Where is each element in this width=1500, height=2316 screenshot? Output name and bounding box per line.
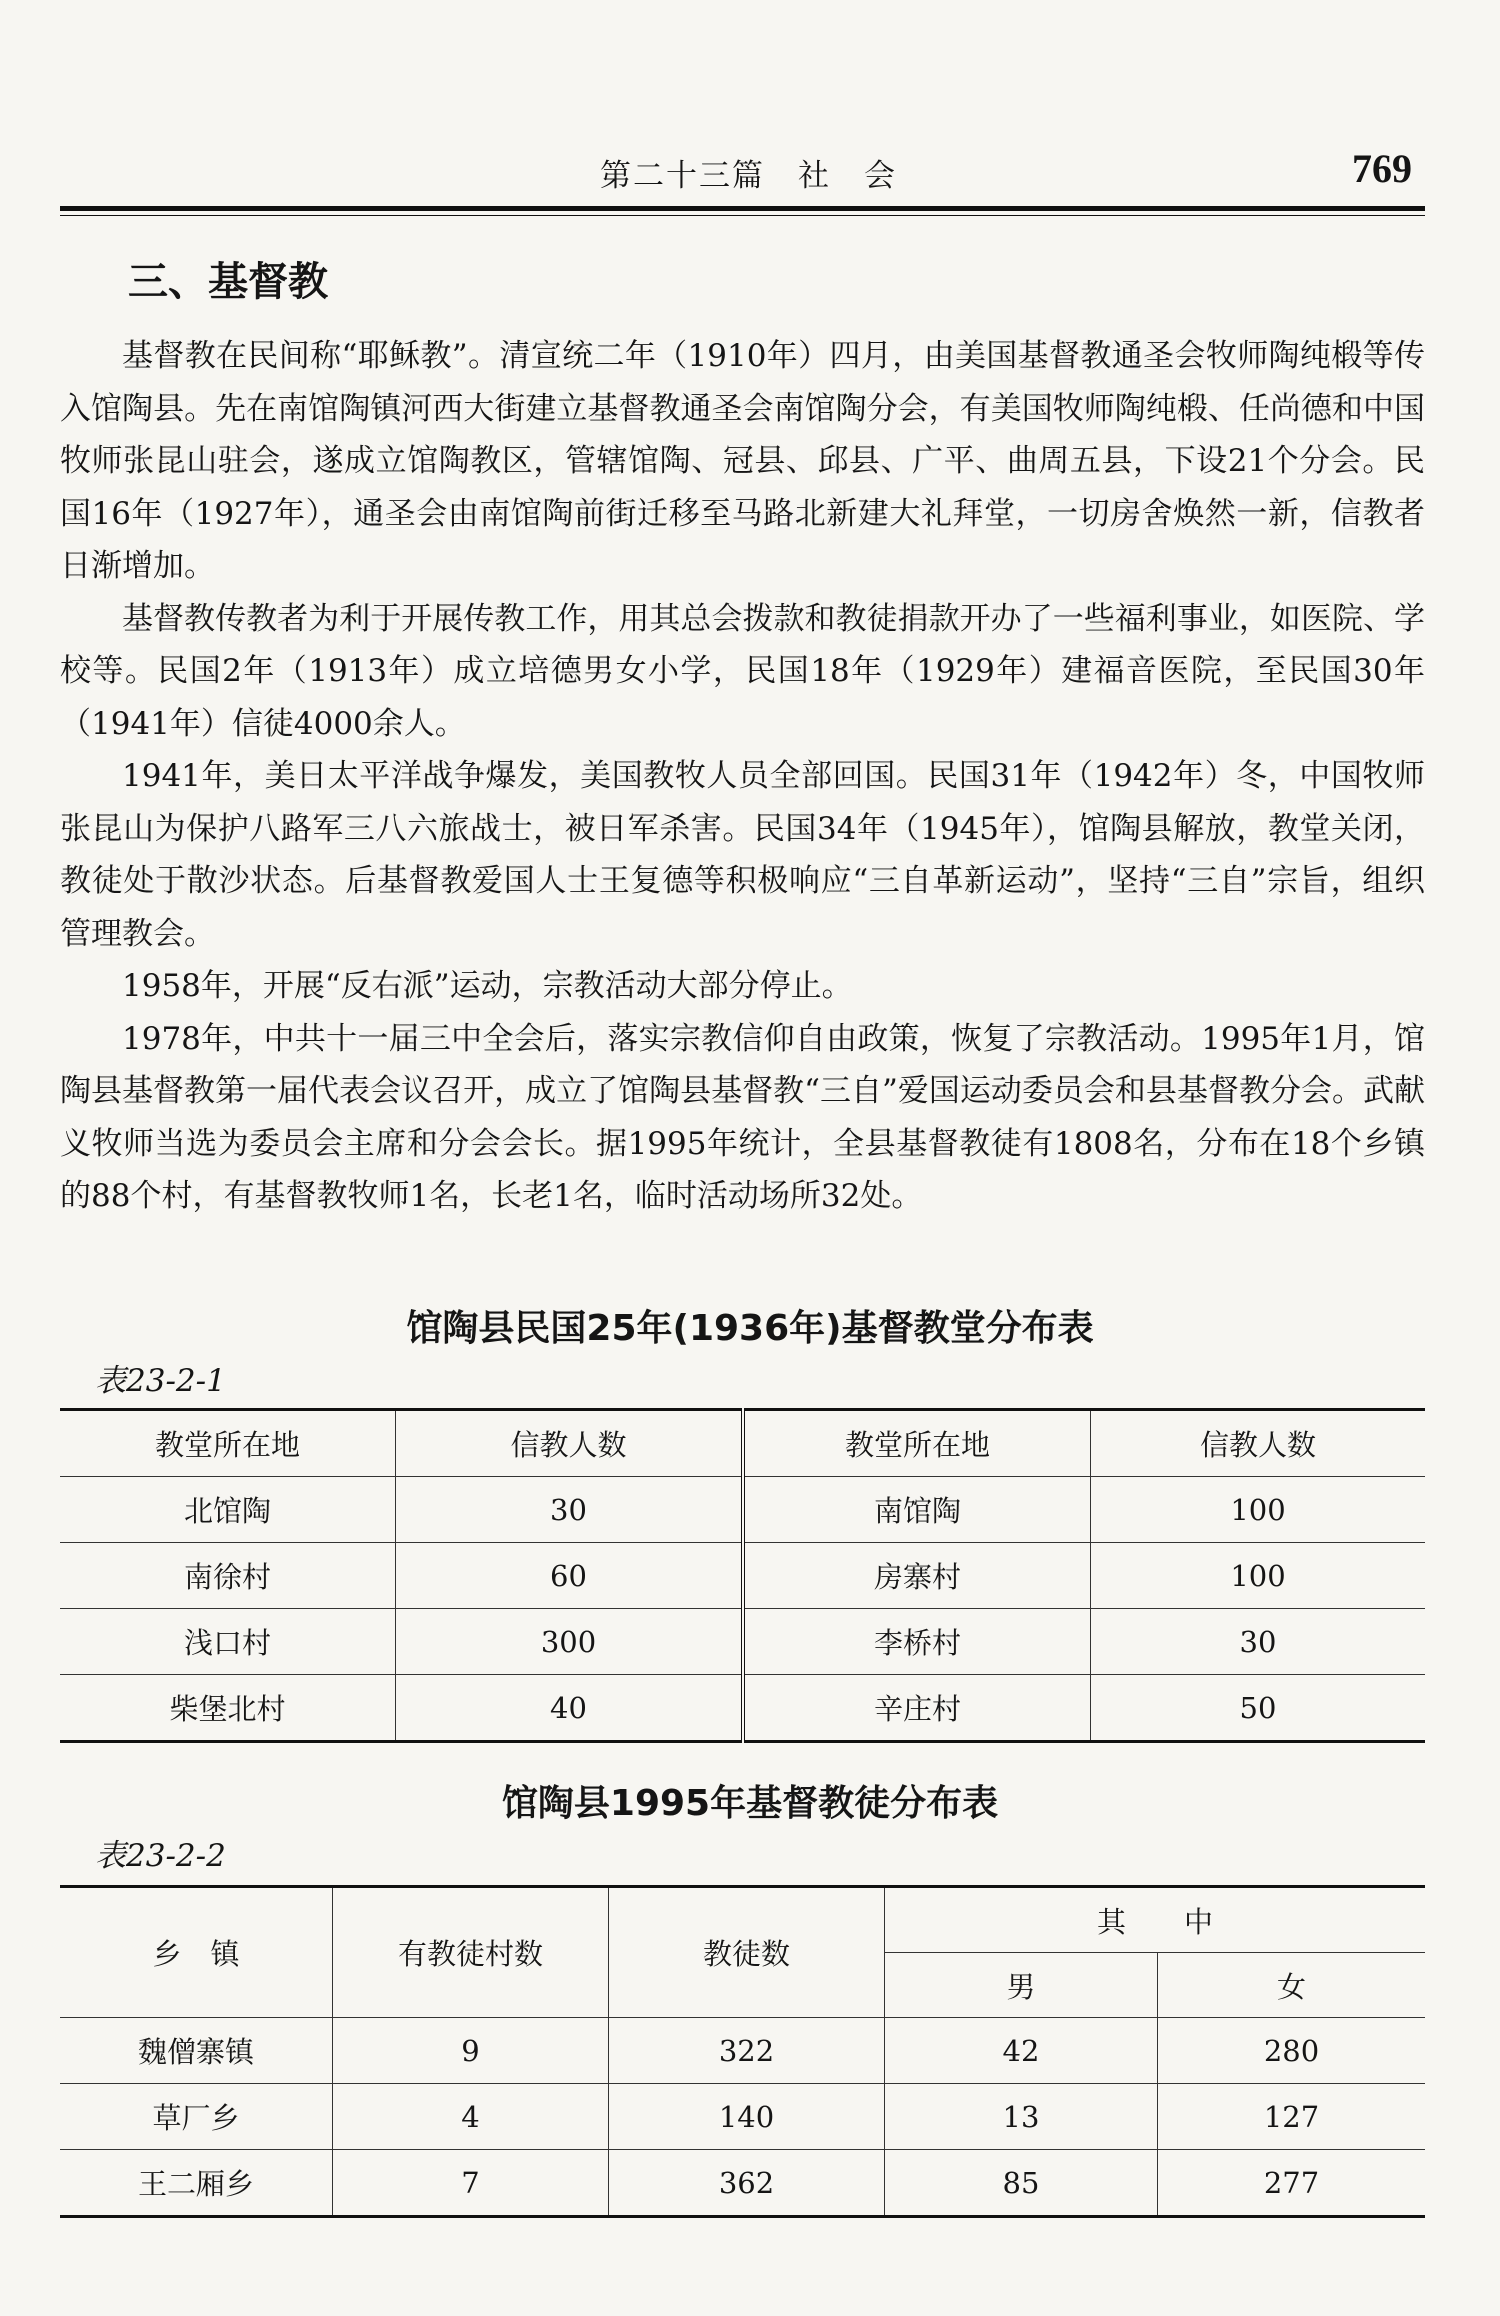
table-cell: 42 [885, 2018, 1158, 2084]
table-cell: 85 [885, 2150, 1158, 2217]
table-cell: 草厂乡 [60, 2084, 333, 2150]
table-cell: 277 [1158, 2150, 1426, 2217]
paragraph: 1978年，中共十一届三中全会后，落实宗教信仰自由政策，恢复了宗教活动。1995年1月，馆陶县基督教第一届代表会议召开，成立了馆陶县基督教“三自”爱国运动委员会和县基督教分会。武献义牧师当选为委员会主席和分会会长。据1995年统计，全县基督教徒有1808名，分布在18个乡镇的88个村，有基督教牧师1名，长老1名，临时活动场所32处。 [60, 1020, 1425, 1214]
table-cell: 柴堡北村 [169, 1692, 286, 1726]
table-cell: 300 [396, 1609, 744, 1675]
table2-title: 馆陶县1995年基督教徒分布表 [501, 1783, 999, 1824]
table-cell: 房寨村 [743, 1543, 1091, 1609]
table-cell: 140 [609, 2084, 885, 2150]
header-cell: 教堂所在地 [60, 1410, 396, 1477]
table-row [60, 1675, 1425, 1742]
table-row [60, 2084, 1425, 2150]
table-cell: 魏僧寨镇 [60, 2018, 333, 2084]
table-row [60, 1543, 1425, 1609]
table-cell: 南徐村 [60, 1543, 396, 1609]
table-cell: 王二厢乡 [60, 2150, 333, 2217]
header-rule-thin [60, 215, 1425, 216]
header-cell-villages: 有教徒村数 [333, 1887, 609, 2018]
table-cell: 浅口村 [60, 1609, 396, 1675]
header-cell-male: 男 [885, 1953, 1158, 2018]
table-cell: 30 [396, 1477, 744, 1543]
table-cell: 9 [333, 2018, 609, 2084]
table-cell: 100 [1091, 1543, 1426, 1609]
header-cell-believers: 教徒数 [609, 1887, 885, 2018]
header-cell-among: 其 中 [885, 1887, 1426, 1953]
table1-label: 表23-2-1 [95, 1363, 226, 1399]
table-cell: 100 [1091, 1477, 1426, 1543]
table-cell: 辛庄村 [743, 1675, 1091, 1742]
table-header-row [60, 1410, 1425, 1477]
table-row [60, 1609, 1425, 1675]
header-cell: 教堂所在地 [743, 1410, 1091, 1477]
table-cell: 127 [1158, 2084, 1426, 2150]
table2-label: 表23-2-2 [95, 1838, 226, 1874]
table-cell: 40 [396, 1675, 744, 1742]
church-distribution-table [60, 1408, 1425, 1743]
running-header: 第二十三篇 社 会 [600, 158, 897, 194]
table1-title: 馆陶县民国25年(1936年)基督教堂分布表 [406, 1308, 1094, 1349]
table-cell: 南馆陶 [743, 1477, 1091, 1543]
header-cell-township: 乡 镇 [60, 1887, 333, 2018]
paragraph: 1941年，美日太平洋战争爆发，美国教牧人员全部回国。民国31年（1942年）冬，中国牧师张昆山为保护八路军三八六旅战士，被日军杀害。民国34年（1945年），馆陶县解放，教堂关闭，教徒处于散沙状态。后基督教爱国人士王复德等积极响应“三自革新运动”，坚持“三自”宗旨，组织管理教会。 [60, 758, 1425, 952]
paragraph: 基督教传教者为利于开展传教工作，用其总会拨款和教徒捐款开办了一些福利事业，如医院、学校等。民国2年（1913年）成立培德男女小学，民国18年（1929年）建福音医院，至民国30年（1941年）信徒4000余人。 [60, 600, 1425, 742]
table-row [60, 2150, 1425, 2217]
table-row [60, 2018, 1425, 2084]
header-cell: 信教人数 [1091, 1410, 1426, 1477]
header-cell: 信教人数 [396, 1410, 744, 1477]
table-cell: 4 [333, 2084, 609, 2150]
table-cell: 50 [1091, 1675, 1426, 1742]
table-cell: 7 [333, 2150, 609, 2217]
table-cell: 30 [1091, 1609, 1426, 1675]
table-cell: 北馆陶 [60, 1477, 396, 1543]
believer-distribution-table [60, 1885, 1425, 2218]
page-number: 769 [1352, 146, 1412, 191]
paragraph: 基督教在民间称“耶稣教”。清宣统二年（1910年）四月，由美国基督教通圣会牧师陶纯椴等传入馆陶县。先在南馆陶镇河西大街建立基督教通圣会南馆陶分会，有美国牧师陶纯椴、任尚德和中国牧师张昆山驻会，遂成立馆陶教区，管辖馆陶、冠县、邱县、广平、曲周五县，下设21个分会。民国16年（1927年），通圣会由南馆陶前街迁移至马路北新建大礼拜堂，一切房舍焕然一新，信教者日渐增加。 [60, 338, 1425, 584]
header-rule-thick [60, 206, 1425, 211]
paragraph: 1958年，开展“反右派”运动，宗教活动大部分停止。 [122, 968, 853, 1004]
table-header-row [60, 1887, 1425, 1953]
table-row [60, 1477, 1425, 1543]
header-cell-female: 女 [1158, 1953, 1426, 2018]
table-cell: 322 [609, 2018, 885, 2084]
section-heading: 三、基督教 [128, 259, 328, 305]
table-cell: 13 [885, 2084, 1158, 2150]
body-text [60, 330, 1425, 1223]
table-cell: 60 [396, 1543, 744, 1609]
table-cell: 362 [609, 2150, 885, 2217]
table-cell: 李桥村 [743, 1609, 1091, 1675]
table-cell: 280 [1158, 2018, 1426, 2084]
